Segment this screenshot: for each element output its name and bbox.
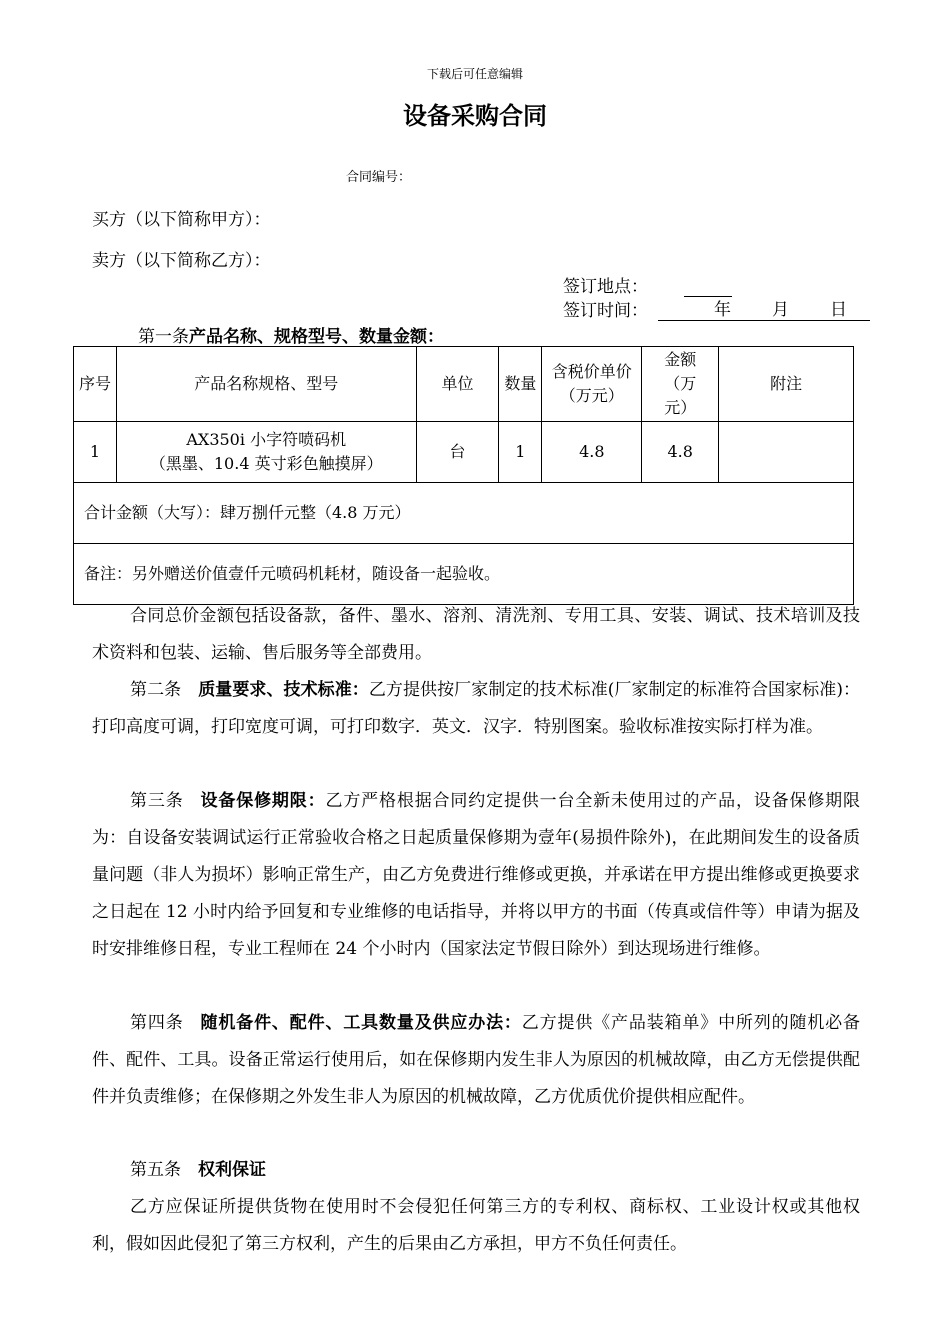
article-3-text: 乙方严格根据合同约定提供一台全新未使用过的产品，设备保修期限为：自设备安装调试运行正常验收合格之日起质量保修期为壹年(易损件除外)，在此期间发生的设备质量问题（非人为损坏）影响正常生产，由乙方免费进行维修或更换，并承诺在甲方提出维修或更换要求之日起在 12 小时内给予回复和专业维修的电话指导，并将以甲方的书面（传真或信件等）申请为据及时安排维修日程，专业工程师在 24 个小时内（国家法定节假日除外）到达现场进行维修。 bbox=[92, 791, 861, 959]
cell-name-line2: （黑墨、10.4 英寸彩色触摸屏） bbox=[149, 454, 383, 473]
cell-price: 4.8 bbox=[542, 422, 642, 483]
month-label: 月 bbox=[772, 300, 789, 320]
signing-block bbox=[563, 273, 870, 321]
header-amount: 金额（万元） bbox=[642, 347, 719, 422]
document-title: 设备采购合同 bbox=[403, 102, 547, 130]
article-4-prefix: 第四条 bbox=[130, 1013, 184, 1033]
remark-cell: 备注：另外赠送价值壹仟元喷码机耗材，随设备一起验收。 bbox=[74, 544, 854, 605]
cell-qty: 1 bbox=[499, 422, 542, 483]
article-2-prefix: 第二条 bbox=[130, 680, 182, 700]
paragraph-total-price: 合同总价金额包括设备款，备件、墨水、溶剂、清洗剂、专用工具、安装、调试、技术培训及技术资料和包装、运输、售后服务等全部费用。 bbox=[92, 606, 860, 663]
article-3-heading: 设备保修期限： bbox=[200, 791, 326, 811]
total-amount-cell: 合计金额（大写）：肆万捌仟元整（4.8 万元） bbox=[74, 483, 854, 544]
header-note: 附注 bbox=[719, 347, 854, 422]
article-4-text: 乙方提供《产品装箱单》中所列的随机必备件、配件、工具。设备正常运行使用后，如在保修期内发生非人为原因的机械故障，由乙方无偿提供配件并负责维修；在保修期之外发生非人为原因的机械故障，乙方优质优价提供相应配件。 bbox=[92, 1013, 861, 1107]
cell-amount: 4.8 bbox=[642, 422, 719, 483]
cell-name bbox=[116, 422, 416, 483]
signing-place-blank bbox=[684, 276, 732, 297]
article-1-prefix: 第一条 bbox=[138, 327, 189, 347]
buyer-line: 买方（以下简称甲方）： bbox=[92, 210, 271, 230]
cell-name-line1: AX350i 小字符喷码机 bbox=[186, 430, 347, 449]
table-total-row bbox=[74, 483, 854, 544]
article-4 bbox=[92, 1005, 860, 1116]
header-qty: 数量 bbox=[499, 347, 542, 422]
cell-unit: 台 bbox=[416, 422, 499, 483]
article-1-heading bbox=[138, 322, 444, 347]
cell-note bbox=[719, 422, 854, 483]
header-name: 产品名称规格、型号 bbox=[116, 347, 416, 422]
contract-number-label: 合同编号： bbox=[346, 170, 412, 185]
article-2-text: 乙方提供按厂家制定的技术标准(厂家制定的标准符合国家标准)：打印高度可调，打印宽度可调，可打印数字．英文．汉字．特别图案。验收标准按实际打样为准。 bbox=[92, 680, 861, 737]
cell-seq: 1 bbox=[74, 422, 117, 483]
header-seq: 序号 bbox=[74, 347, 117, 422]
article-5-text: 乙方应保证所提供货物在使用时不会侵犯任何第三方的专利权、商标权、工业设计权或其他权利，假如因此侵犯了第三方权利，产生的后果由乙方承担，甲方不负任何责任。 bbox=[92, 1197, 860, 1254]
day-label: 日 bbox=[830, 300, 847, 320]
article-5-heading: 权利保证 bbox=[198, 1160, 266, 1180]
seller-line: 卖方（以下简称乙方）： bbox=[92, 251, 271, 271]
signing-place-label: 签订地点： bbox=[563, 277, 648, 297]
year-label: 年 bbox=[714, 300, 731, 320]
table-row bbox=[74, 422, 854, 483]
signing-date-blank bbox=[658, 300, 870, 321]
header-unit: 单位 bbox=[416, 347, 499, 422]
table-header-row bbox=[74, 347, 854, 422]
watermark-text: 下载后可任意编辑 bbox=[426, 67, 523, 81]
article-5-prefix: 第五条 bbox=[130, 1160, 181, 1180]
product-table bbox=[73, 346, 854, 605]
article-2 bbox=[92, 672, 860, 746]
article-2-heading: 质量要求、技术标准： bbox=[198, 680, 369, 700]
article-3-prefix: 第三条 bbox=[130, 791, 184, 811]
article-3 bbox=[92, 783, 860, 968]
article-1-title: 产品名称、规格型号、数量金额： bbox=[189, 327, 444, 347]
article-4-heading: 随机备件、配件、工具数量及供应办法： bbox=[200, 1013, 522, 1033]
signing-time-row bbox=[563, 297, 870, 321]
signing-time-label: 签订时间： bbox=[563, 301, 648, 321]
article-5-heading-line bbox=[92, 1152, 860, 1189]
signing-place-row bbox=[563, 273, 870, 297]
table-remark-row bbox=[74, 544, 854, 605]
header-price: 含税价单价（万元） bbox=[542, 347, 642, 422]
